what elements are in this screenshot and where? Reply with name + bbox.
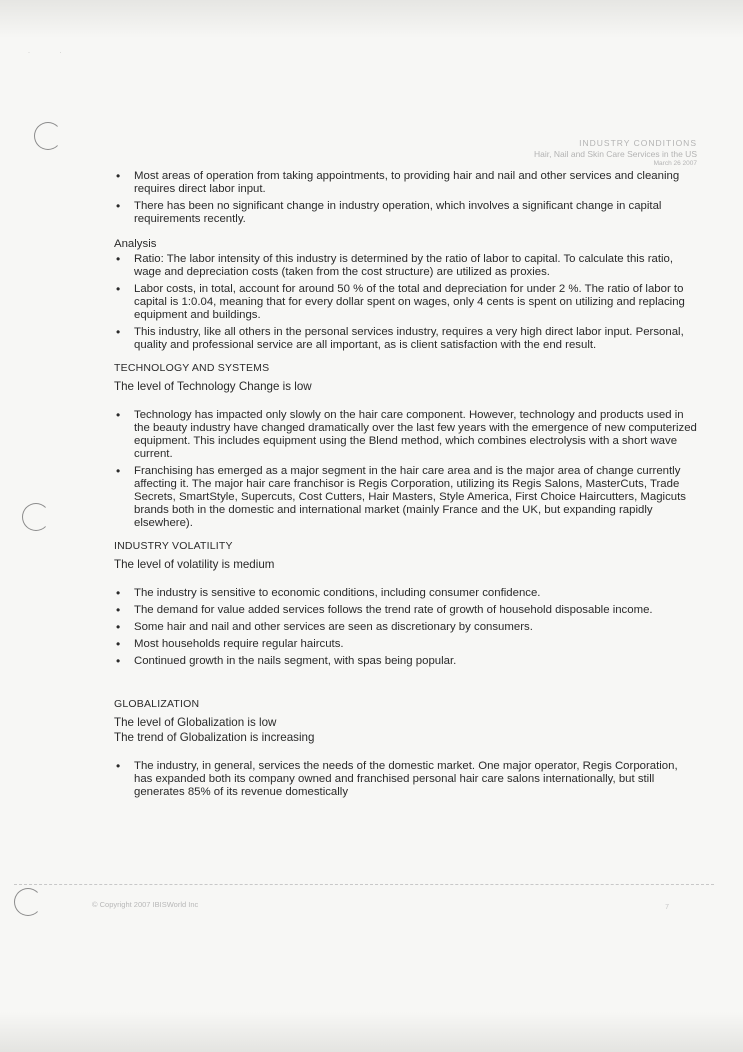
punch-hole-icon xyxy=(34,122,62,150)
list-item: • Most areas of operation from taking appointments, to providing hair and nail and other services and cleaning requires direct labor input. xyxy=(114,170,698,196)
analysis-list xyxy=(114,253,698,352)
document-body xyxy=(114,170,698,803)
list-item: • Continued growth in the nails segment, with spas being popular. xyxy=(114,655,698,668)
analysis-heading: Analysis xyxy=(114,238,157,250)
list-item: • Franchising has emerged as a major segment in the hair care area and is the major area of change currently affecting it. The major hair care franchisor is Regis Corporation, utilizing its Regis Salons, MasterCuts, Trade Secrets, SmartStyle, Supercuts, Cost Cutters, Hair Masters, Style America, First Choice Haircutters, Magicuts brands both in the domestic and international market (mainly France and the UK, but expanding rapidly elsewhere). xyxy=(114,465,698,530)
volatility-level: The level of volatility is medium xyxy=(114,558,275,571)
list-item: • Labor costs, in total, account for around 50 % of the total and depreciation for under 2 %. The ratio of labor to capital is 1:0.04, meaning that for every dollar spent on wages, only 4 cents is spent on utilizing and replacing equipment and buildings. xyxy=(114,283,698,322)
intro-list xyxy=(114,170,698,226)
list-item: • The demand for value added services follows the trend rate of growth of household disposable income. xyxy=(114,604,698,617)
punch-hole-icon xyxy=(22,503,50,531)
list-item: • Ratio: The labor intensity of this industry is determined by the ratio of labor to capital. To calculate this ratio, wage and depreciation costs (taken from the cost structure) are utilized as proxies. xyxy=(114,253,698,279)
punch-hole-icon xyxy=(14,888,42,916)
technology-level: The level of Technology Change is low xyxy=(114,380,312,393)
footer-copyright: © Copyright 2007 IBISWorld Inc xyxy=(92,900,199,909)
header-date: March 26 2007 xyxy=(653,160,697,167)
header-title: INDUSTRY CONDITIONS xyxy=(579,138,697,148)
list-item: • This industry, like all others in the personal services industry, requires a very high direct labor input. Personal, quality and professional service are all important, as is client satisfaction with the end result. xyxy=(114,326,698,352)
list-item: • Technology has impacted only slowly on the hair care component. However, technology and products used in the beauty industry have changed dramatically over the last few years with the emergence of new computerized equipment. This includes equipment using the Blend method, which combines electrolysis with a short wave current. xyxy=(114,409,698,461)
scan-shadow-top xyxy=(0,0,743,38)
page-number: 7 xyxy=(665,904,669,911)
footer-divider xyxy=(14,884,714,885)
scan-specks: · · xyxy=(28,50,76,56)
list-item: • The industry is sensitive to economic conditions, including consumer confidence. xyxy=(114,587,698,600)
technology-heading: TECHNOLOGY AND SYSTEMS xyxy=(114,362,270,374)
globalization-level: The level of Globalization is low xyxy=(114,716,277,729)
list-item: • Most households require regular haircuts. xyxy=(114,638,698,651)
volatility-heading: INDUSTRY VOLATILITY xyxy=(114,540,233,552)
globalization-heading: GLOBALIZATION xyxy=(114,698,200,710)
globalization-list xyxy=(114,760,698,799)
list-item: • The industry, in general, services the needs of the domestic market. One major operator, Regis Corporation, has expanded both its company owned and franchised personal hair care salons internationally, but still generates 85% of its revenue domestically xyxy=(114,760,698,799)
header-subtitle: Hair, Nail and Skin Care Services in the US xyxy=(534,149,697,159)
volatility-list xyxy=(114,587,698,668)
globalization-trend: The trend of Globalization is increasing xyxy=(114,731,315,744)
technology-list xyxy=(114,409,698,530)
scan-shadow-bottom xyxy=(0,1012,743,1052)
list-item: • Some hair and nail and other services are seen as discretionary by consumers. xyxy=(114,621,698,634)
list-item: • There has been no significant change in industry operation, which involves a significant change in capital requirements recently. xyxy=(114,200,698,226)
page-header xyxy=(534,138,697,167)
